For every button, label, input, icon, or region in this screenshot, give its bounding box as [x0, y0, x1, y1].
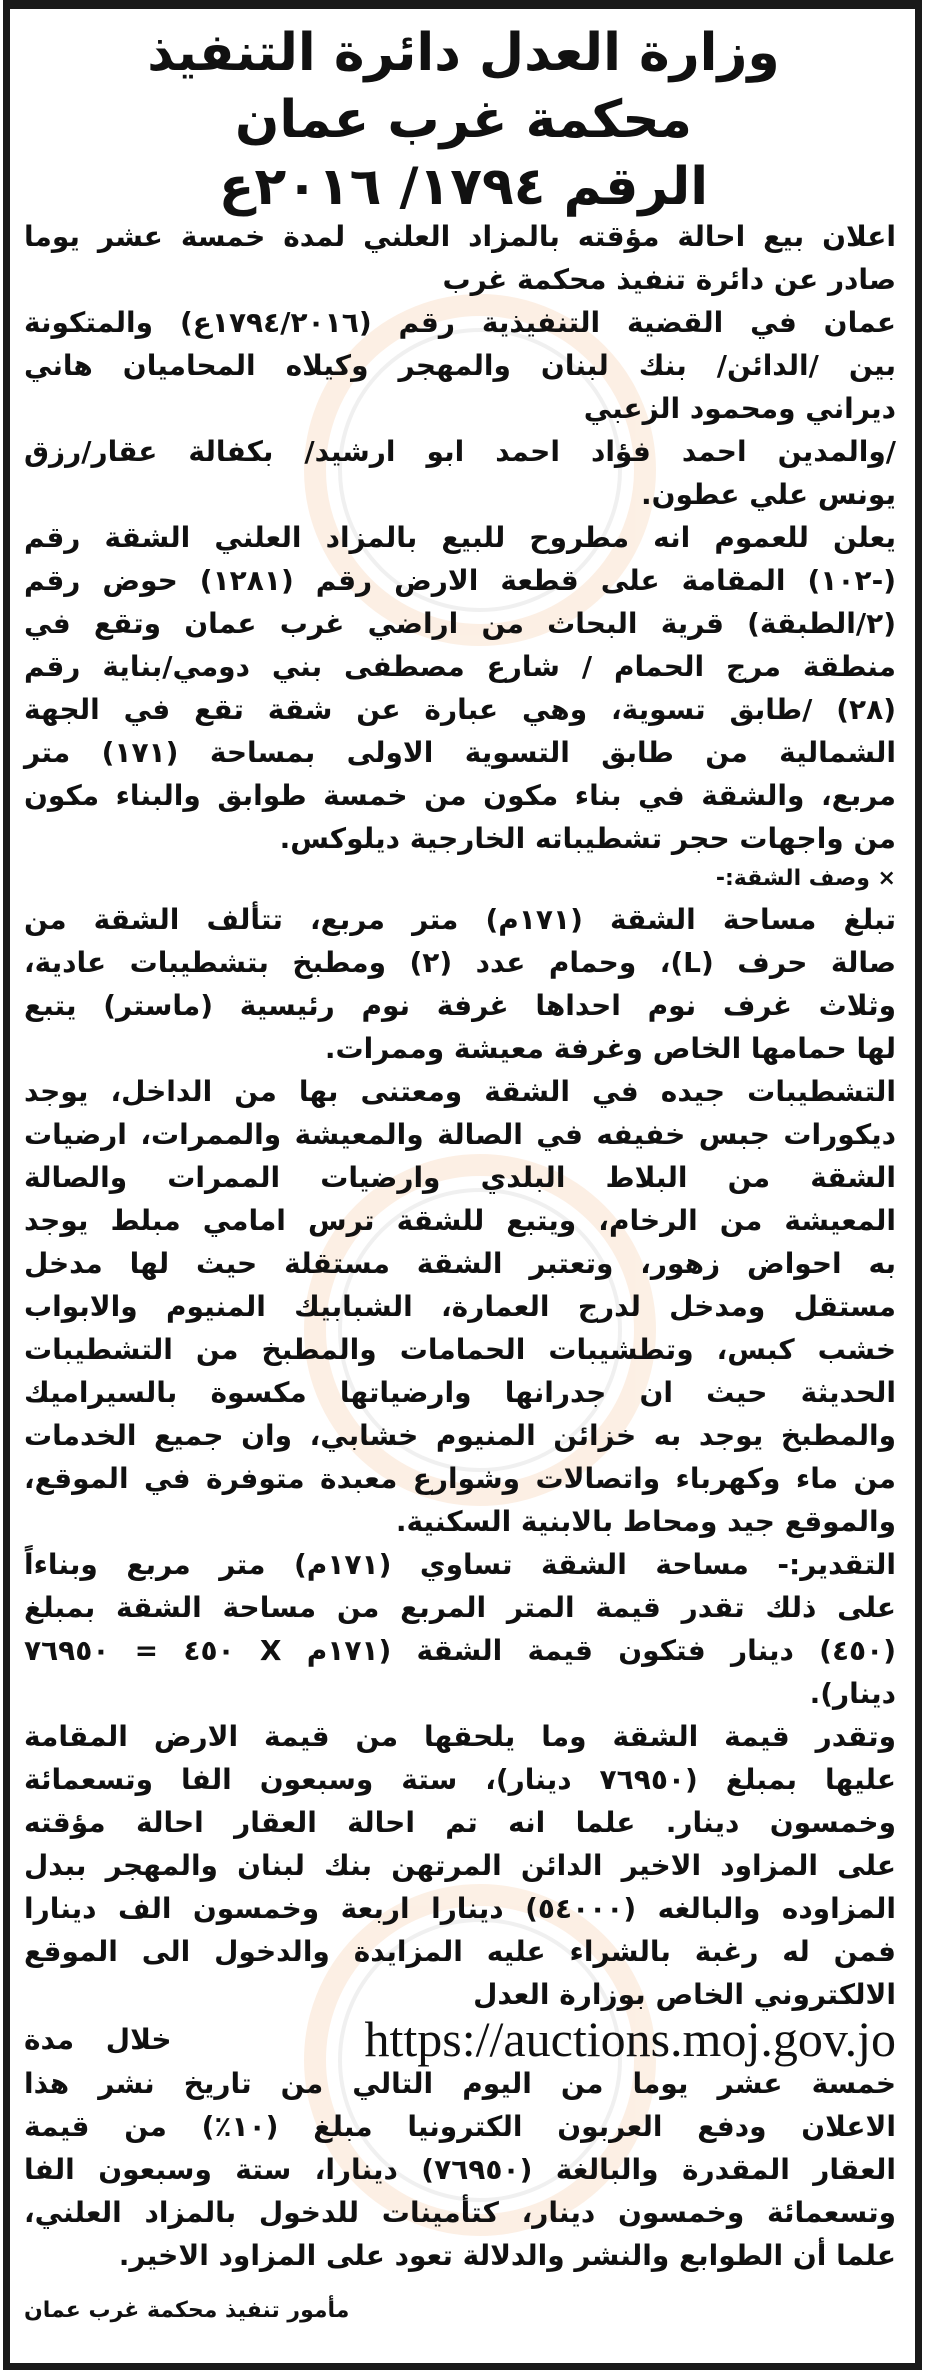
text-fragment: خلال مدة	[24, 2022, 172, 2056]
signature: مأمور تنفيذ محكمة غرب عمان	[24, 2298, 350, 2323]
valuation-line: التقدير:- مساحة الشقة تساوي (١٧١م) متر مربع وبناءاً	[24, 1548, 897, 1581]
text-line: الحديثة حيث ان جدرانها وارضياتها مكسوة بالسيراميك	[24, 1376, 896, 1409]
text-line: علما أن الطوابع والنشر والدلالة تعود على المزاود الاخير.	[118, 2239, 896, 2272]
text-line: بين /الدائن/ بنك لبنان والمهجر وكيلاه المحاميان هاني	[24, 349, 896, 382]
text-line: والموقع جيد ومحاط بالابنية السكنية.	[395, 1505, 896, 1538]
text-line: دينار).	[809, 1677, 896, 1710]
text-line: مستقل ومدخل لدرج العمارة، الشبابيك المنيوم والابواب	[24, 1290, 896, 1323]
section-heading-apartment-description: × وصف الشقة:-	[715, 866, 896, 891]
text-line: من واجهات حجر تشطيباته الخارجية ديلوكس.	[279, 822, 896, 855]
text-line: (٢/الطبقة) قرية البحاث من اراضي غرب عمان وتقع في	[24, 607, 896, 640]
text-line: مربع، والشقة في بناء مكون من خمسة طوابق والبناء مكون	[24, 779, 896, 812]
text-line: عليها بمبلغ (٧٦٩٥٠ دينار)، ستة وسبعون الفا وتسعمائة	[24, 1763, 896, 1796]
text-line: وخمسون دينار. علما انه تم احالة العقار احالة مؤقته	[24, 1806, 896, 1839]
text-line: عمان في القضية التنفيذية رقم (١٧٩٤/٢٠١٦ع) والمتكونة	[24, 306, 896, 339]
text-line: الشمالية من طابق التسوية الاولى بمساحة (١٧١) متر	[24, 736, 896, 769]
text-line: فمن له رغبة بالشراء عليه المزايدة والدخول الى الموقع	[24, 1935, 896, 1968]
text-line: صالة حرف (L)، وحمام عدد (٢) ومطبخ بتشطيبات عادية،	[24, 946, 896, 979]
text-line: من ماء وكهرباء واتصالات وشوارع معبدة متوفرة في الموقع،	[24, 1462, 896, 1495]
ministry-title: وزارة العدل دائرة التنفيذ	[147, 23, 780, 83]
text-line: على المزاود الاخير الدائن المرتهن بنك لبنان والمهجر ببدل	[24, 1849, 896, 1882]
text-line: (٤٥٠) دينار فتكون قيمة الشقة (١٧١م X ٤٥٠ = ٧٦٩٥٠	[24, 1634, 897, 1667]
text-line: تبلغ مساحة الشقة (١٧١م) متر مربع، تتألف الشقة من	[24, 903, 897, 936]
text-line: خشب كبس، وتطشيبات الحمامات والمطبخ من التشطيبات	[24, 1333, 896, 1366]
url-line	[24, 2011, 896, 2067]
text-line: صادر عن دائرة تنفيذ محكمة غرب	[442, 263, 896, 296]
text-line: /والمدين احمد فؤاد احمد ابو ارشيد/ بكفالة عقار/رزق	[24, 435, 896, 468]
text-line: المزاوده والبالغه (٥٤٠٠٠) دينارا اربعة وخمسون الف دينارا	[24, 1892, 896, 1925]
text-line: التشطيبات جيده في الشقة ومعتنى بها من الداخل، يوجد	[24, 1075, 896, 1108]
text-line: وثلاث غرف نوم احداها غرفة نوم رئيسية (ماستر) يتبع	[24, 989, 896, 1022]
text-line: ديكورات جبس خفيفه في الصالة والمعيشة والممرات، ارضيات	[24, 1118, 896, 1151]
text-line: (-١٠٢) المقامة على قطعة الارض رقم (١٢٨١) حوض رقم	[24, 564, 896, 597]
text-line: وتقدر قيمة الشقة وما يلحقها من قيمة الارض المقامة	[24, 1720, 896, 1753]
text-line: لها حمامها الخاص وغرفة معيشة وممرات.	[324, 1032, 896, 1065]
announcement-body	[24, 215, 896, 2277]
text-line: وتسعمائة وخمسون دينار، كتأمينات للدخول بالمزاد العلني،	[24, 2196, 896, 2229]
text-line: العقار المقدرة والبالغة (٧٦٩٥٠) دينارا، ستة وسبعون الفا	[24, 2153, 897, 2186]
text-line: المعيشة من الرخام، ويتبع للشقة ترس امامي مبلط يوجد	[24, 1204, 896, 1237]
text-line: خمسة عشر يوما من اليوم التالي من تاريخ نشر هذا	[24, 2067, 896, 2100]
text-line: على ذلك تقدر قيمة المتر المربع من مساحة الشقة بمبلغ	[24, 1591, 896, 1624]
text-line: به احواض زهور، وتعتبر الشقة مستقلة حيث لها مدخل	[24, 1247, 896, 1280]
text-line: ديراني ومحمود الزعبي	[583, 392, 896, 425]
text-line: (٢٨) /طابق تسوية، وهي عبارة عن شقة تقع في الجهة	[24, 693, 896, 726]
text-line: اعلان بيع احالة مؤقته بالمزاد العلني لمدة خمسة عشر يوما	[24, 220, 896, 253]
case-number: الرقم ١٧٩٤/ ٢٠١٦ع	[218, 157, 709, 217]
court-title: محكمة غرب عمان	[235, 90, 692, 150]
text-line: منطقة مرج الحمام / شارع مصطفى بني دومي/بناية رقم	[24, 650, 896, 683]
auctions-url-link[interactable]: https://auctions.moj.gov.jo	[364, 2011, 896, 2067]
text-line: يعلن للعموم انه مطروح للبيع بالمزاد العلني الشقة رقم	[24, 521, 896, 554]
text-line: الالكتروني الخاص بوزارة العدل	[473, 1978, 896, 2011]
text-line: والمطبخ يوجد به خزائن المنيوم خشابي، وان جميع الخدمات	[24, 1419, 896, 1452]
text-line: يونس علي عطون.	[640, 478, 896, 511]
text-line: الشقة من البلاط البلدي وارضيات الممرات والصالة	[24, 1161, 896, 1194]
text-line: الاعلان ودفع العربون الكترونيا مبلغ (١٠٪) من قيمة	[24, 2110, 897, 2143]
